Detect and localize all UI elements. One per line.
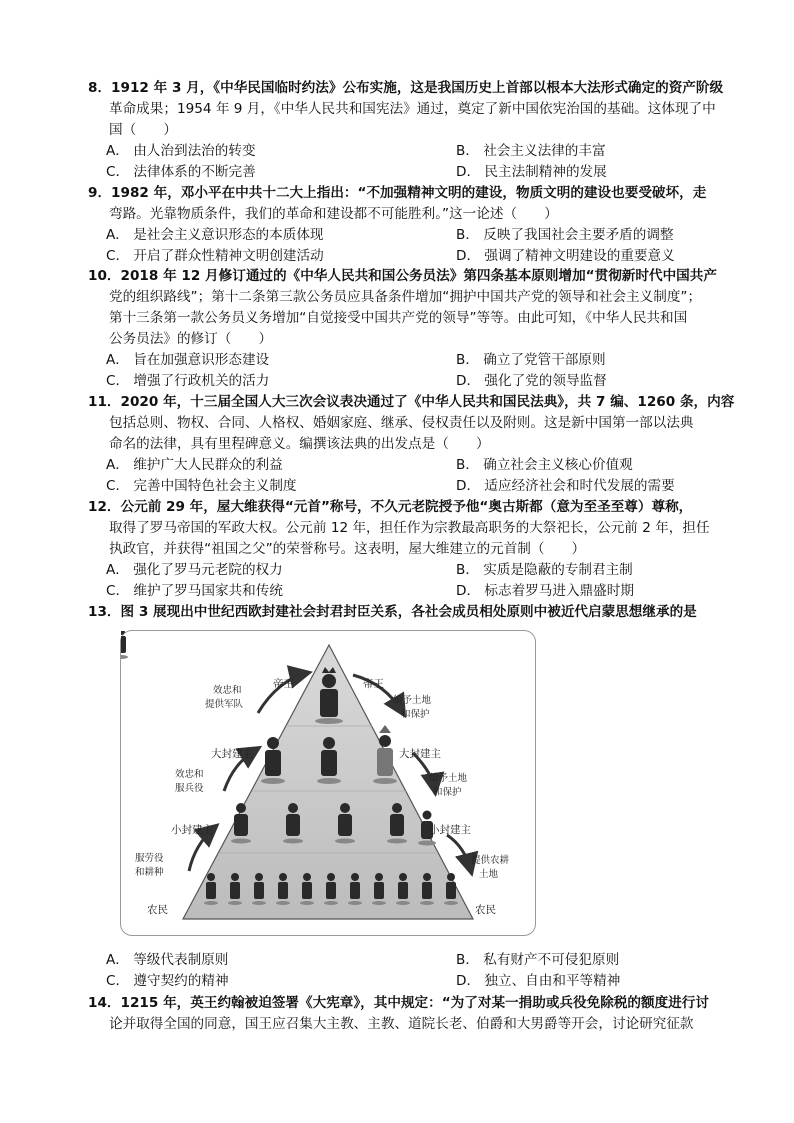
question-line: 9．1982 年，邓小平在中共十二大上指出：“不加强精神文明的建设，物质文明的建设也要受破坏，走 [88, 185, 707, 201]
option-c[interactable]: C． 完善中国特色社会主义制度 [106, 478, 297, 494]
option-c[interactable]: C． 增强了行政机关的活力 [106, 373, 270, 389]
label-up2-b: 服兵役 [175, 783, 204, 794]
label-up2-a: 效忠和 [175, 769, 204, 780]
option-c[interactable]: C． 开启了群众性精神文明创建活动 [106, 248, 324, 264]
option-a[interactable]: A． 由人治到法治的转变 [106, 143, 256, 159]
label-down3-a: 提供农耕 [471, 855, 510, 866]
options-10 [106, 350, 746, 392]
label-small-lord-left: 小封建主 [171, 824, 213, 836]
question-line: 国（ ） [109, 122, 177, 138]
label-peasant-left: 农民 [147, 904, 168, 916]
question-9 [88, 183, 728, 225]
option-d[interactable]: D． 独立、自由和平等精神 [456, 973, 621, 989]
option-a[interactable]: A． 强化了罗马元老院的权力 [106, 562, 283, 578]
question-line: 论并取得全国的同意，国王应召集大主教、主教、道院长老、伯爵和大男爵等开会，讨论研究征款 [109, 1016, 694, 1032]
option-d[interactable]: D． 标志着罗马进入鼎盛时期 [456, 583, 634, 599]
label-up1-b: 提供军队 [205, 699, 244, 710]
option-b[interactable]: B． 实质是隐蔽的专制君主制 [456, 562, 633, 578]
label-great-lord-left: 大封建主 [211, 748, 253, 760]
question-line: 10．2018 年 12 月修订通过的《中华人民共和国公务员法》第四条基本原则增加“贯彻新时代中国共产 [88, 268, 717, 284]
label-up1-a: 效忠和 [213, 685, 242, 696]
question-14 [88, 993, 728, 1035]
question-line: 取得了罗马帝国的军政大权。公元前 12 年，担任作为宗教最高职务的大祭祀长，公元前 2 年，担任 [109, 520, 710, 536]
option-a[interactable]: A． 旨在加强意识形态建设 [106, 352, 270, 368]
question-line: 执政官，并获得“祖国之父”的荣誉称号。这表明，屋大维建立的元首制（ ） [109, 541, 586, 557]
question-line: 11．2020 年，十三届全国人大三次会议表决通过了《中华人民共和国民法典》，共 7 编、1260 条，内容 [88, 394, 735, 410]
label-up3-a: 服劳役 [135, 853, 164, 864]
question-line: 第十三条第一款公务员义务增加“自觉接受中国共产党的领导”等等。由此可知，《中华人民共和国 [109, 310, 688, 326]
question-13 [88, 602, 728, 623]
question-line: 14．1215 年，英王约翰被迫签署《大宪章》，其中规定：“为了对某一捐助或兵役免除税的额度进行讨 [88, 995, 709, 1011]
option-a[interactable]: A． 是社会主义意识形态的本质体现 [106, 227, 324, 243]
options-12 [106, 560, 746, 602]
label-down2-b: 和保护 [433, 787, 462, 798]
options-8 [106, 141, 746, 183]
option-b[interactable]: B． 确立了党管干部原则 [456, 352, 606, 368]
option-a[interactable]: A． 等级代表制原则 [106, 952, 229, 968]
option-d[interactable]: D． 民主法制精神的发展 [456, 164, 607, 180]
question-line: 革命成果；1954 年 9 月，《中华人民共和国宪法》通过，奠定了新中国依宪治国的基础。这体现了中 [109, 101, 716, 117]
option-d[interactable]: D． 适应经济社会和时代发展的需要 [456, 478, 675, 494]
question-line: 弯路。光靠物质条件，我们的革命和建设都不可能胜利。”这一论述（ ） [109, 206, 558, 222]
label-down3-b: 土地 [479, 869, 499, 880]
question-11 [88, 392, 735, 455]
option-c[interactable]: C． 维护了罗马国家共和传统 [106, 583, 283, 599]
label-down1-a: 给予土地 [393, 695, 432, 706]
option-b[interactable]: B． 社会主义法律的丰富 [456, 143, 606, 159]
option-b[interactable]: B． 确立社会主义核心价值观 [456, 457, 633, 473]
question-10 [88, 266, 728, 350]
option-d[interactable]: D． 强调了精神文明建设的重要意义 [456, 248, 675, 264]
question-line: 包括总则、物权、合同、人格权、婚姻家庭、继承、侵权责任以及附则。这是新中国第一部以法典 [109, 415, 694, 431]
label-king-right: 帝王 [363, 678, 384, 690]
label-down1-b: 和保护 [401, 709, 430, 720]
label-peasant-right: 农民 [475, 904, 496, 916]
options-11 [106, 455, 746, 497]
question-line: 8．1912 年 3 月，《中华民国临时约法》公布实施，这是我国历史上首部以根本大法形式确定的资产阶级 [88, 80, 724, 96]
question-8 [88, 78, 728, 141]
label-small-lord-right: 小封建主 [429, 824, 471, 836]
option-b[interactable]: B． 反映了我国社会主要矛盾的调整 [456, 227, 674, 243]
pyramid-diagram [121, 631, 535, 935]
option-d[interactable]: D． 强化了党的领导监督 [456, 373, 607, 389]
question-line: 党的组织路线”；第十二条第三款公务员应具备条件增加“拥护中国共产党的领导和社会主义制度”； [109, 289, 702, 305]
option-c[interactable]: C． 遵守契约的精神 [106, 973, 229, 989]
label-king-left: 帝王 [273, 678, 294, 690]
arrow-down-3-icon [447, 835, 471, 871]
question-line: 12．公元前 29 年，屋大维获得“元首”称号，不久元老院授予他“奥古斯都（意为至圣至尊）尊称， [88, 499, 693, 515]
options-13 [106, 950, 746, 992]
question-line: 公务员法》的修订（ ） [109, 331, 273, 347]
label-down2-a: 给予土地 [429, 773, 468, 784]
options-9 [106, 225, 746, 267]
option-a[interactable]: A． 维护广大人民群众的利益 [106, 457, 283, 473]
option-c[interactable]: C． 法律体系的不断完善 [106, 164, 256, 180]
question-12 [88, 497, 728, 560]
question-line: 命名的法律，具有里程碑意义。编撰该法典的出发点是（ ） [109, 436, 490, 452]
question-line: 13．图 3 展现出中世纪西欧封建社会封君封臣关系，各社会成员相处原则中被近代启蒙思想继承的是 [88, 604, 697, 620]
feudal-pyramid-figure [120, 630, 536, 936]
label-great-lord-right: 大封建主 [399, 748, 441, 760]
label-up3-b: 和耕种 [135, 867, 164, 878]
option-b[interactable]: B． 私有财产不可侵犯原则 [456, 952, 620, 968]
